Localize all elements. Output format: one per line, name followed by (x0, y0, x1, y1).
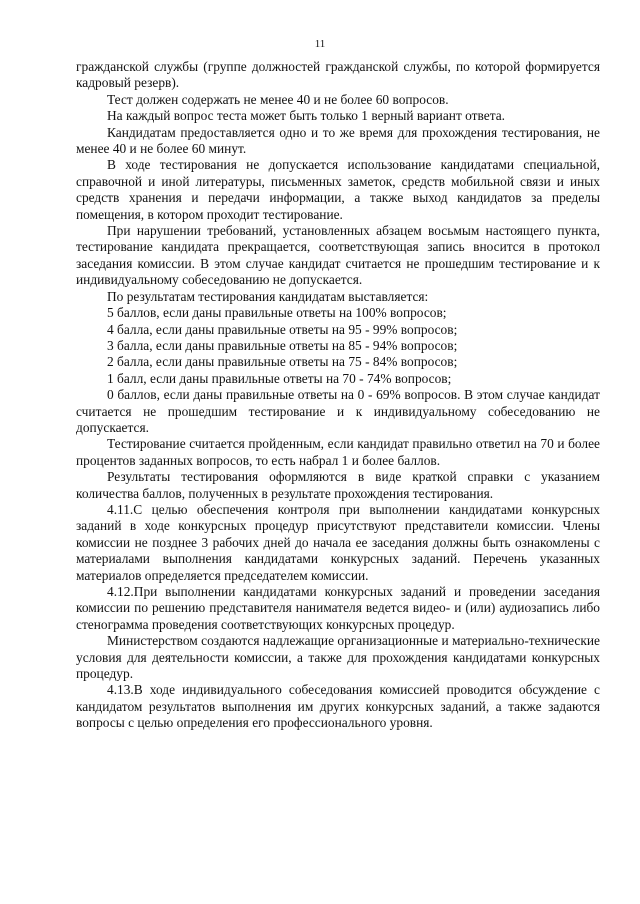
page-number: 11 (314, 38, 326, 50)
paragraph: Тестирование считается пройденным, если кандидат правильно ответил на 70 и более процентов заданных вопросов, то есть набрал 1 и более баллов. (76, 436, 600, 468)
paragraph: Кандидатам предоставляется одно и то же время для прохождения тестирования, не менее 40 и не более 60 минут. (76, 124, 600, 157)
paragraph: 4.12.При выполнении кандидатами конкурсных заданий и проведении заседания комиссии по решению представителя нанимателя ведется видео- и (или) аудиозапись либо стенограмма проведения соответствующих конкурсных процедур. (76, 584, 600, 632)
paragraph: гражданской службы (группе должностей гражданской службы, по которой формируется кадровый резерв). (76, 59, 600, 91)
paragraph: Тест должен содержать не менее 40 и не более 60 вопросов. (107, 91, 449, 107)
paragraph: 4.11.С целью обеспечения контроля при выполнении кандидатами конкурсных заданий в ходе конкурсных процедур присутствуют представители комиссии. Члены комиссии не позднее 3 рабочих дней до начала ее заседания должны быть ознакомлены с материалами выполнения кандидатами конкурсных заданий. Перечень указанных материалов определяется председателем комиссии. (76, 501, 600, 583)
paragraph: 4 балла, если даны правильные ответы на 95 - 99% вопросов; (107, 321, 458, 337)
paragraph: При нарушении требований, установленных абзацем восьмым настоящего пункта, тестирование кандидата прекращается, соответствующая запись вносится в протокол заседания комиссии. В этом случае кандидат считается не прошедшим тестирование и к индивидуальному собеседованию не допускается. (76, 223, 600, 288)
paragraph: 5 баллов, если даны правильные ответы на 100% вопросов; (107, 305, 447, 321)
paragraph: Министерством создаются надлежащие организационные и материально-технические условия для деятельности комиссии, а также для прохождения кандидатами конкурсных процедур. (76, 633, 600, 682)
paragraph: 2 балла, если даны правильные ответы на 75 - 84% вопросов; (107, 354, 458, 370)
paragraph: На каждый вопрос теста может быть только 1 верный вариант ответа. (107, 108, 506, 124)
paragraph: Результаты тестирования оформляются в виде краткой справки с указанием количества баллов, полученных в результате прохождения тестирования. (76, 469, 600, 501)
paragraph: В ходе тестирования не допускается использование кандидатами специальной, справочной и иной литературы, письменных заметок, средств мобильной связи и иных средств хранения и передачи информации, а также выход кандидатов за пределы помещения, в котором проходит тестирование. (76, 157, 600, 222)
paragraph: 1 балл, если даны правильные ответы на 70 - 74% вопросов; (107, 370, 452, 386)
paragraph: По результатам тестирования кандидатам выставляется: (107, 288, 429, 304)
document-body (76, 59, 600, 732)
paragraph: 0 баллов, если даны правильные ответы на 0 - 69% вопросов. В этом случае кандидат считается не прошедшим тестирование и к индивидуальному собеседованию не допускается. (76, 387, 600, 435)
paragraph: 4.13.В ходе индивидуального собеседования комиссией проводится обсуждение с кандидатом результатов выполнения им других конкурсных заданий, а также задаются вопросы с целью определения его профессионального уровня. (76, 682, 600, 731)
paragraph: 3 балла, если даны правильные ответы на 85 - 94% вопросов; (107, 337, 458, 353)
